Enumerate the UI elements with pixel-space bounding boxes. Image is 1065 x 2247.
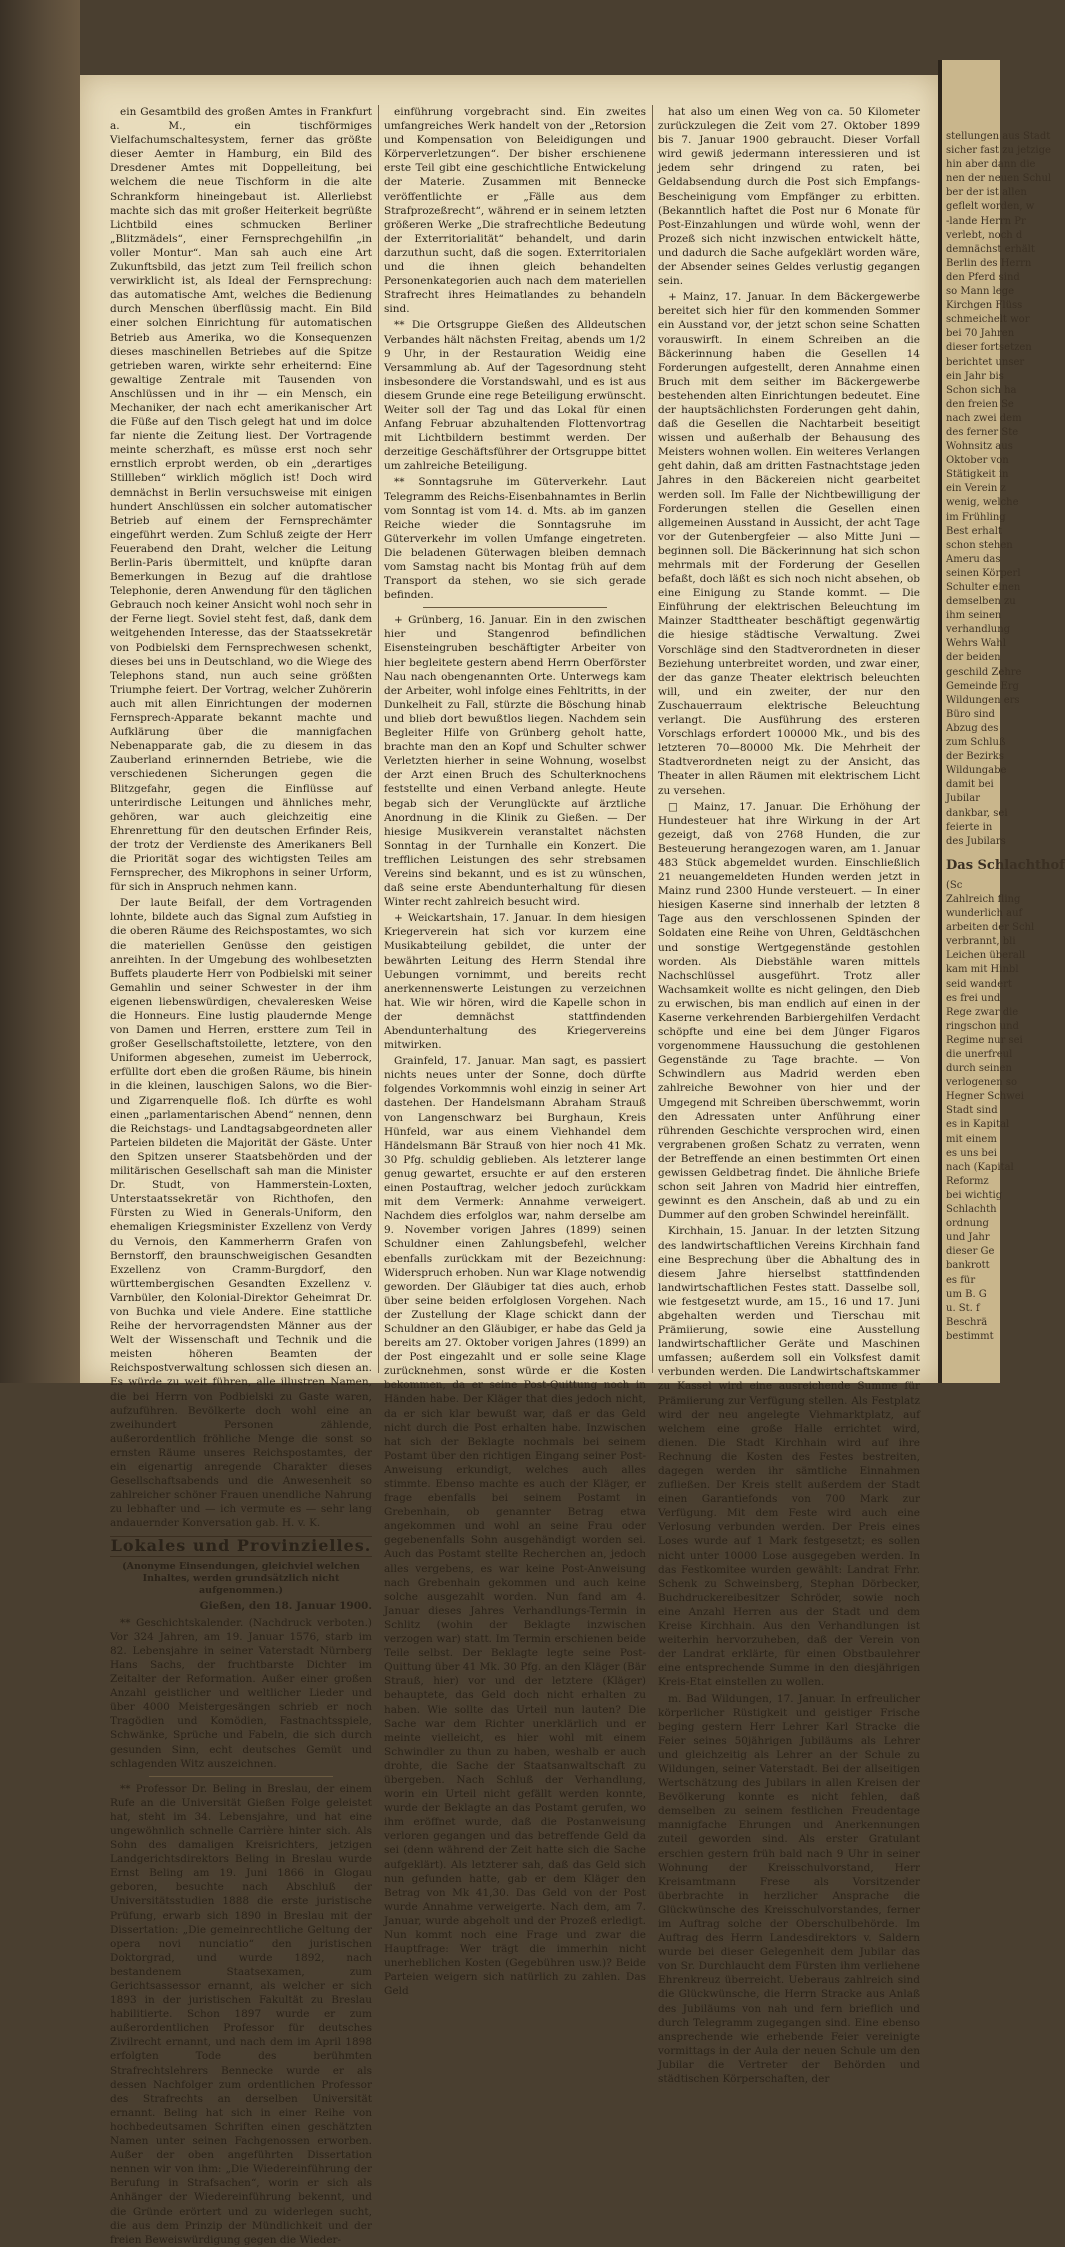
adjacent-line: seid wandert xyxy=(946,978,1012,990)
adjacent-line: Best erhalt xyxy=(946,525,1002,537)
adjacent-line: dieser Ge xyxy=(946,1246,995,1258)
adjacent-line: nen der neuen Schul xyxy=(946,173,1052,185)
adjacent-line: den Pferd sind xyxy=(946,271,1020,283)
adjacent-line: geschild Zehre xyxy=(946,666,1022,678)
adjacent-line: dieser fortsetzen xyxy=(946,342,1032,354)
adjacent-line: nach zwei dem xyxy=(946,412,1022,424)
adjacent-line: um B. G xyxy=(946,1288,987,1300)
adjacent-line: bei 70 Jahren xyxy=(946,328,1015,340)
article-grainfeld-continued: hat also um einen Weg von ca. 50 Kilometer zurückzulegen die Zeit vom 27. Oktober 1899 bis 7. Januar 1900 gebraucht. Dieser Vorfall wird gewiß jedermann interessieren und ist jedem sehr dringend zu raten, bei Geldabsendung durch die Post sich Empfangs-Bescheinigung vom Empfänger zu erbitten. (Bekanntlich haftet die Post nur 6 Monate für Post-Einzahlungen und würde wohl, wenn der Prozeß sich nicht inzwischen entwickelt hätte, und dadurch die Sache aufgeklärt worden wäre, der Absender seines Geldes verlustig gegangen sein. xyxy=(658,106,920,288)
adjacent-line: demnächst erhält xyxy=(946,243,1035,255)
section-note: (Anonyme Einsendungen, gleichviel welchen Inhaltes, werden grundsätzlich nicht aufgenommen.) xyxy=(122,1560,360,1596)
adjacent-line: des Jubilars xyxy=(946,835,1006,847)
adjacent-line: damit bei xyxy=(946,779,994,791)
adjacent-line: geflelt worden, w xyxy=(946,201,1035,213)
article-history-calendar: ** Geschichtskalender. (Nachdruck verboten.) Vor 324 Jahren, am 19. Januar 1576, starb im 82. Lebensjahre in seiner Vaterstadt Nürnberg Hans Sachs, der fruchtbarste Dichter im Zeitalter der Reformation. Außer einer großen Anzahl geistlicher und weltlicher Lieder und über 4000 Meistergesängen schrieb er noch Tragödien und Komödien, Fastnachtsspiele, Schwänke, Sprüche und Fabeln, die sich durch gesunden Sinn, echt deutsches Gemüt und schlagenden Witz auszeichnen. xyxy=(110,1616,372,1770)
adjacent-line: zum Schluß xyxy=(946,737,1006,749)
adjacent-line: ordnung xyxy=(946,1218,989,1230)
adjacent-page-fragment xyxy=(942,60,1065,1383)
adjacent-line: Jubilar xyxy=(946,793,980,805)
adjacent-line: Wildungen ers xyxy=(946,694,1020,706)
adjacent-line: Schlachth xyxy=(946,1204,997,1216)
adjacent-line: Regime nur sei xyxy=(946,1034,1023,1046)
adjacent-line: ihm seinen xyxy=(946,610,1002,622)
adjacent-page-text xyxy=(942,60,1065,1344)
adjacent-line: verlogenen so xyxy=(946,1077,1018,1089)
adjacent-line: demselben zu xyxy=(946,596,1016,608)
article-telephone-evening: Der laute Beifall, der dem Vortragenden lohnte, bildete auch das Signal zum Aufstieg in die oberen Räume des Reichspostamtes, wo sich die materiellen Genüsse den geistigen anreihten. In der Umgebung des wohlbesetzten Buffets plauderte Herr von Podbielski mit seiner Gemahlin und seiner Schwester in der ihm eigenen liebenswürdigen, chevaleresken Weise die Honneurs. Eine lustig plaudernde Menge von Damen und Herren, ersttere zum Teil in großer Gesellschaftstoilette, letztere, von den Uniformen abgesehen, zumeist im Ueberrock, erfüllte dort eben die großen Räume, bis hinein in die kleinen, lauschigen Salons, wo die Bier- und Zigarrenquelle floß. Ich dürfte es wohl einen „parlamentarischen Abend“ nennen, denn die Reichstags- und Landtagsabgeordneten aller Parteien bildeten die Majorität der Gäste. Unter den Spitzen unserer Staatsbehörden und der militärischen Gesellschaft sah man die Minister Dr. Studt, von Hammerstein-Loxten, Unterstaatssekretär von Richthofen, den Fürsten zu Wied in Generals-Uniform, den ehemaligen Kriegsminister Exzellenz von Verdy du Vernois, den Kammerherrn Grafen von Bernstorff, den braunschweigischen Gesandten Exzellenz von Cramm-Burgdorf, den württembergischen Gesandten Exzellenz v. Varnbüler, den Kolonial-Direktor Geheimrat Dr. von Buchka und viele Andere. Eine stattliche Reihe der hervorragendsten Männer aus der Welt der Wissenschaft und Technik und die meisten höheren Beamten der Reichspostverwaltung schlossen sich diesen an. Es würde zu weit führen, alle illustren Namen, die bei Herrn von Podbielski zu Gaste waren, aufzuführen. Bevölkerte doch wohl eine an zweihundert Personen zählende, außerordentlich fröhliche Menge die sonst so ernsten Räume unseres Reichspostamtes, der ein eigenartig anregende Charakter dieses Gesellschaftsabends und die Anwesenheit so zahlreicher schöner Frauen unendliche Nahrung zu lebhafter und — ich vermute es — sehr lang andauernder Konversation gab. H. v. K. xyxy=(110,897,372,1530)
adjacent-line: -lande Herrn Pr xyxy=(946,215,1026,227)
adjacent-line: bei wichtig xyxy=(946,1189,1003,1201)
adjacent-line: Schulter einen xyxy=(946,582,1021,593)
article-sonntagsruhe: ** Sonntagsruhe im Güterverkehr. Laut Telegramm des Reichs-Eisenbahnamtes in Berlin vom Sonntag ist vom 14. d. Mts. ab im ganzen Reiche wieder die Sonntagsruhe im Güterverkehr im vollen Umfange eingetreten. Die beladenen Güterwagen bleiben demnach vom Samstag nacht bis Montag früh auf dem Transport da stehen, wo sie sich gerade befinden. xyxy=(384,476,646,602)
adjacent-line: es uns bei xyxy=(946,1147,997,1159)
adjacent-line: bankrott xyxy=(946,1260,990,1272)
section-title: Lokales und Provinzielles. xyxy=(110,1536,372,1556)
adjacent-line: es in Kapital xyxy=(946,1119,1010,1131)
article-alldeutscher-verband: ** Die Ortsgruppe Gießen des Alldeutschen Verbandes hält nächsten Freitag, abends um 1/2 9 Uhr, in der Restauration Weidig eine Versammlung ab. Auf der Tagesordnung steht insbesondere die Vorstandswahl, und es ist aus diesem Grunde eine rege Beteiligung erwünscht. Weiter soll der Tag und das Lokal für einen Anfang Februar abzuhaltenden Flottenvortrag mit Lichtbildern bestimmt werden. Der derzeitige Geschäftsführer der Ortsgruppe bittet um zahlreiche Beteiligung. xyxy=(384,319,646,473)
adjacent-line: ein Jahr bis xyxy=(946,370,1004,382)
article-bad-wildungen: m. Bad Wildungen, 17. Januar. In erfreulicher körperlicher Rüstigkeit und geistiger Frische beging gestern Herr Lehrer Karl Stracke die Feier seines 50jährigen Jubiläums als Lehrer und gleichzeitig als Lehrer an der Schule zu Wildungen, seiner Vaterstadt. Bei der allseitigen Wertschätzung des Jubilars in allen Kreisen der Bevölkerung konnte es nicht fehlen, daß demselben zu seinem festlichen Freudentage mannigfache Ehrungen und Anerkennungen zuteil geworden sind. Als erster Gratulant erschien gestern früh bald nach 9 Uhr in seiner Wohnung der Kreisschulvorstand, Herr Kreisamtmann Frese als Vorsitzender überbrachte in herzlicher Ansprache die Glückwünsche des Kreisschulvorstandes, ferner im Auftrag solche der Oberschulbehörde. Im Auftrag des Herrn Landesdirektors v. Saldern wurde bei dieser Gelegenheit dem Jubilar das von Sr. Durchlaucht dem Fürsten ihm verliehene Ehrenkreuz überreicht. Ueberaus zahlreich sind die Glückwünsche, die Herrn Stracke aus Anlaß des Jubiläums von nah und fern brieflich und durch Telegramm zugegangen sind. Eine ebenso ansprechende wie erhebende Feier vereinigte vormittags in der Aula der neuen Schule um den Jubilar die Vertreter der Behörden und städtischen Körperschaften, der xyxy=(658,1692,920,2086)
adjacent-line: der beiden xyxy=(946,652,1001,664)
adjacent-line: ein Verein z xyxy=(946,483,1006,495)
adjacent-line: Ameru das xyxy=(946,553,1001,565)
article-mainz-baecker: + Mainz, 17. Januar. In dem Bäckergewerbe bereitet sich hier für den kommenden Sommer ein Ausstand vor, der jetzt schon seine Schatten vorauswirft. In einem Schreiben an die Bäckerinnung haben die Gesellen 14 Forderungen aufgestellt, deren Annahme einen Bruch mit dem seither im Bäckergewerbe bestehenden alten Einrichtungen bedeutet. Eine der hauptsächlichsten Forderungen geht dahin, daß die Gesellen die Nachtarbeit beseitigt wissen und außerhalb der Behausung des Meisters wohnen wollen. Ein weiteres Verlangen geht dahin, daß am dritten Fastnachtstage jeden Jahres in den Bäckereien nicht gearbeitet werden soll. Im Falle der Nichtbewilligung der Forderungen stellen die Gesellen einen allgemeinen Ausstand in Aussicht, der acht Tage vor der Gutenbergfeier — also Mitte Juni — beginnen soll. Die Bäckerinnung hat sich schon mehrmals mit der Forderung der Gesellen befaßt, doch läßt es sich noch nicht absehen, ob eine Einigung zu Stande kommt. — Die Einführung der elektrischen Beleuchtung im Mainzer Stadttheater beschäftigt gegenwärtig die hiesige städtische Verwaltung. Zwei Vorschläge sind den Stadtverordneten in dieser Beziehung unterbreitet worden, und zwar einer, der das ganze Theater elektrisch beleuchten will, und ein zweiter, der nur den Zuschauerraum elektrische Beleuchtung verlangt. Die Ausführung des ersteren Vorschlags erfordert 100000 Mk., und bis des letzteren 70—80000 Mk. Die Mehrheit der Stadtverordneten neigt zu der Ansicht, das Theater in allen Räumen mit elektrischem Licht zu versehen. xyxy=(658,291,920,797)
adjacent-line: Schon sich ha xyxy=(946,384,1017,396)
adjacent-line: Beschrä xyxy=(946,1316,988,1328)
adjacent-line: sicher fast zu jetzige xyxy=(946,145,1051,157)
adjacent-line: wunderlich auf xyxy=(946,908,1023,920)
adjacent-line: nach (Kapital xyxy=(946,1161,1014,1173)
scanner-edge-left xyxy=(0,0,80,1383)
article-telephone-part: ein Gesamtbild des großen Amtes in Frankfurt a. M., ein tischförmiges Vielfachumschaltesystem, ferner das größte dieser Aemter in Hamburg, ein Bild des Dresdener Amtes mit Doppelleitung, bei welchem die neue Tischform in die alte Schrankform hineingebaut ist. Allerliebst machte sich das mit großer Heiterkeit begrüßte Lichtbild eines schmucken Berliner „Blitzmädels“, einer Fernsprechgehilfin „in voller Montur“. Man sah auch eine Art Zukunftsbild, das jetzt zum Teil freilich schon verwirklicht ist, als Ideal der Fernsprechung: das automatische Amt, welches die Bedienung durch Menschen überflüssig macht. Ein Bild einer solchen Einrichtung für automatischen Betrieb aus Amerika, wo die Konsequenzen dieses maschinellen Betriebes auf die Spitze getrieben waren, wirkte sehr erheiternd: Eine gewaltige Zentrale mit Tausenden von Anschlüssen und in ihr — ein Mensch, ein Mechaniker, der nach echt amerikanischer Art die Füße auf den Tisch gelegt hat und im dolce far niente die Zeitung liest. Der Vortragende meinte scherzhaft, es müsse erst noch sehr ernstlich erprobt werden, ob ein „derartiges Stillleben“ wirklich möglich ist! Doch wird demnächst in Berlin versuchsweise mit einigen hundert Anschlüssen ein solcher automatischer Betrieb auf einem der Fernsprechämter eingeführt werden. Zum Schluß zeigte der Herr Feuerabend den Draht, welcher die Leitung Berlin-Paris übermittelt, und knüpfte daran Bemerkungen in Bezug auf die drahtlose Telephonie, deren Anwendung für den täglichen Gebrauch noch keiner Ansicht wohl noch sehr in der Ferne liegt. Soviel steht fest, daß, dank dem weitgehenden Interesse, das der Staatssekretär von Podbielski dem Fernsprechwesen schenkt, dieses bei uns in Deutschland, wo die Wiege des Telephons stand, nun auch seine größten Triumphe feiert. Der Vortrag, welcher Zuhörerin auch mit allen Einrichtungen der modernen Fernsprech-Apparate bekannt machte und Aufklärung über die mannigfachen Nebenapparate gab, die zu diesem in das Zauberland erinnernden Betriebe, wie die verschiedenen Sicherungen gegen die Blitzgefahr, gegen die Einflüsse auf unterirdische Leitungen und ähnliches mehr, gehören, war auch gleichzeitig eine Ehrenrettung für den deutschen Erfinder Reis, der trotz der Verdienste des Amerikaners Bell die Priorität sogar des wichtigsten Teiles am Fernsprecher, des Mikrophons in seiner Urform, für sich in Anspruch nehmen kann. xyxy=(110,106,372,894)
newspaper-page xyxy=(80,75,938,2246)
column-3 xyxy=(658,105,920,2086)
adjacent-line: es für xyxy=(946,1274,976,1286)
adjacent-line: Stadt sind xyxy=(946,1105,998,1117)
adjacent-line: Reformz xyxy=(946,1175,989,1187)
adjacent-line: arbeiten der Schl xyxy=(946,922,1035,934)
article-weickartshain: + Weickartshain, 17. Januar. In dem hiesigen Kriegerverein hat sich vor kurzem eine Musikabteilung gebildet, die unter der bewährten Leitung des Herrn Stendal ihre Uebungen vornimmt, und bereits recht anerkennenswerte Leistungen zu verzeichnen hat. Wie wir hören, wird die Kapelle schon in der demnächst stattfindenden Abendunterhaltung des Kriegervereins mitwirken. xyxy=(384,912,646,1052)
column-rule xyxy=(652,105,653,1373)
adjacent-line: Rege zwar die xyxy=(946,1006,1019,1018)
divider xyxy=(423,607,606,608)
adjacent-line: des ferner Ste xyxy=(946,426,1019,438)
adjacent-line: der Bezirks xyxy=(946,751,1004,763)
adjacent-line: ber der ist allen xyxy=(946,187,1027,199)
adjacent-line: verhandlung xyxy=(946,624,1011,636)
adjacent-line: den freien Se xyxy=(946,398,1014,410)
adjacent-line: (Sc xyxy=(946,879,963,891)
adjacent-line: Kirchgen Flüss xyxy=(946,300,1023,312)
adjacent-line: Hegner Schwei xyxy=(946,1091,1024,1103)
adjacent-line: bestimmt xyxy=(946,1330,994,1342)
dateline: Gießen, den 18. Januar 1900. xyxy=(199,1599,372,1612)
adjacent-line: durch seinen xyxy=(946,1063,1012,1075)
adjacent-line: die unerfreul xyxy=(946,1049,1013,1060)
adjacent-line: feierte in xyxy=(946,821,993,833)
adjacent-line: Abzug des xyxy=(946,722,999,734)
adjacent-line: verbrannt, bli xyxy=(946,936,1016,948)
adjacent-line: Zahlreich fling xyxy=(946,893,1021,905)
adjacent-line: schmeichelt wor xyxy=(946,314,1030,326)
divider xyxy=(149,1776,332,1777)
adjacent-line: Leichen überall xyxy=(946,950,1026,962)
adjacent-line: Wehrs Wahl xyxy=(946,638,1006,650)
article-kirchhain: Kirchhain, 15. Januar. In der letzten Sitzung des landwirtschaftlichen Vereins Kirchhain fand eine Besprechung über die Abhaltung des in diesem Jahre hierselbst stattfindenden landwirtschaftlichen Festes statt. Dasselbe soll, wie festgesetzt wurde, am 15., 16 und 17. Juni abgehalten werden und Tierschau mit Prämiierung, sowie eine Ausstellung landwirtschaftlicher Geräte und Maschinen umfassen; außerdem soll ein Volksfest damit verbunden werden. Die Landwirtschaftskammer zu Kassel wird eine ausreichende Summe für Prämiierung zur Verfügung stellen. Als Festplatz wird der neu angelegte Viehmarktplatz, auf welchem eine große Halle errichtet wird, dienen. Die Stadt Kirchhain wird auf ihre Rechnung die Kosten des Festes bestreiten, dagegen werden ihr sämtliche Einnahmen zufließen. Der Kreis stellt außerdem der Stadt einen Garantiefonds von 700 Mark zur Verfügung. Mit dem Feste wird auch eine Verlosung verbunden werden. Der Preis eines Loses wurde auf 1 Mark festgesetzt; es sollen nicht unter 10000 Lose ausgegeben werden. In das Festkomitee wurden gewählt: Landrat Frhr. Schenk zu Schweinsberg, Stephan Dörbecker, Buchdruckereibesitzer Schröder, sowie noch eine Anzahl Herren aus der Stadt und dem Kreise Kirchhain. Aus den Verhandlungen ist weiterhin hervorzuheben, daß der Verein von der Landrat erklärte, für einen Obstbaulehrer eine entsprechende Summe in den diesjährigen Kreis-Etat einstellen zu wollen. xyxy=(658,1225,920,1689)
adjacent-line: berichtet unser xyxy=(946,356,1025,368)
adjacent-line: Wildungabe xyxy=(946,765,1007,777)
article-beling-continued: einführung vorgebracht sind. Ein zweites umfangreiches Werk handelt von der „Retorsion und Kompensation von Beleidigungen und Körperverletzungen“. Der bisher erschienene erste Teil gibt eine geschichtliche Entwickelung der Materie. Zusammen mit Bennecke veröffentlichte er „Fälle aus dem Strafprozeßrecht“, während er in seinem letzten größeren Werke „Die strafrechtliche Bedeutung der Exterritorialität“ behandelt, und darin darzuthun sucht, daß die sogen. Exterritorialen und die ihnen gleich behandelten Personenkategorien auch nach dem materiellen Strafrecht ihres Heimatlandes zu behandeln sind. xyxy=(384,106,646,316)
column-1 xyxy=(110,105,372,2246)
adjacent-line: seinen Körperl xyxy=(946,567,1021,579)
column-rule xyxy=(378,105,379,1373)
article-grainfeld: Grainfeld, 17. Januar. Man sagt, es passiert nichts neues unter der Sonne, doch dürfte folgendes Vorkommnis wohl einzig in seiner Art dastehen. Der Handelsmann Abraham Strauß von Langenschwarz bei Burghaun, Kreis Hünfeld, war aus einem Viehhandel dem Händelsmann Bär Strauß von hier noch 41 Mk. 30 Pfg. schuldig geblieben. Als letzterer lange genug gewartet, ersuchte er auf den ersteren einen Postauftrag, welcher jedoch zurückkam mit dem Vermerk: Annahme verweigert. Nachdem dies erfolglos war, nahm derselbe am 9. November vorigen Jahres (1899) seinen Schuldner einen Zahlungsbefehl, welcher ebenfalls zurückkam mit der Bezeichnung: Widerspruch erhoben. Nun war Klage notwendig geworden. Der Gläubiger tat dies auch, erhob über seine beiden erfolglosen Vorgehen. Nach der Zustellung der Klage schickt dann der Schuldner an den Gläubiger, er habe das Geld ja bereits am 27. Oktober vorigen Jahres (1899) an der Post eingezahlt und er solle seine Klage zurücknehmen, sonst würde er die Kosten bekommen, da er seine Post-Quittung noch in Händen habe. Der Kläger that dies jedoch nicht, da er sich klar bewußt war, daß er das Geld nicht durch die Post erhalten habe. Inzwischen hat sich der Beklagte nochmals bei seinem Postamt über den richtigen Eingang seiner Post-Anweisung erkundigt, welches auch alles stimmte. Ebenso machte es auch der Kläger, er frage ebenfalls bei seinem Postamt in Grebenhain, ob genannter Betrag etwa angekommen und wohl an seine Frau oder gegebenenfalls Sohn ausgehändigt worden sei. Auch das Postamt stellte Recherchen an, jedoch alles vergebens, es war keine Post-Anweisung nach Grebenhain gekommen und auch keine solche ausgezahlt worden. Nun fand am 4. Januar dieses Jahres Verhandlungs-Termin in Schlitz (wohin der Beklagte inzwischen verzogen war) statt. Im Termin erschienen beide Teile selbst. Der Beklagte legte seine Post-Quittung über 41 Mk. 30 Pfg. an den Kläger (Bär Strauß, hier) vor und der letztere (Kläger) behauptete, das Geld doch nicht erhalten zu haben. Wie sollte das Urteil nun lauten? Die Sache war dem Richter unerklärlich und er meinte vielleicht, es hier wohl mit einem Schwindler zu thun zu haben, weshalb er auch drohte, die Sache der Staatsanwaltschaft zu übergeben. Nach Schluß der Verhandlung, worin ein Urteil nicht gefällt werden konnte, wurde der Beklagte an das Postamt gerufen, wo ihm eröffnet wurde, daß die Postanweisung verloren gegangen und das betreffende Geld da sei (denn während der Zeit hatte sich die Sache aufgeklärt). Als letzterer sah, daß das Geld sich nun gefunden hatte, gab er dem Kläger den Betrag von Mk 41,30. Das Geld von der Post wurde Annahme verweigerte. Nach dem, am 7. Januar, wurde abgeholt und der Prozeß erledigt. Nun kommt noch eine Frage und zwar die Hauptfrage: Wer trägt die immerhin nicht unerheblichen Kosten (Gegebühren usw.)? Beide Parteien weigern sich natürlich zu zahlen. Das Geld xyxy=(384,1055,646,1998)
article-mainz-hundesteuer: □ Mainz, 17. Januar. Die Erhöhung der Hundesteuer hat ihre Wirkung in der Art gezeigt, daß von 2768 Hunden, die zur Besteuerung herangezogen waren, am 1. Januar 483 Stück abgemeldet wurden. Einschließlich 21 neuangemeldeten Hunden werden jetzt in Mainz rund 2300 Hunde versteuert. — In einer hiesigen Kaserne sind innerhalb der letzten 8 Tage aus den verschlossenen Spinden der Soldaten eine Reihe von Uhren, Geldtäschchen und sonstige Wertgegenstände gestohlen worden. Als Diebstähle waren mittels Nachschlüssel ausgeführt. Trotz aller Wachsamkeit wollte es nicht gelingen, den Dieb zu erwischen, bis man endlich auf einen in der Kaserne verkehrenden Barbiergehilfen Verdacht schöpfte und eine bei dem Jünger Figaros vorgenommene Haussuchung die gestohlenen Gegenstände zu Tage brachte. — Von Schwindlern aus Madrid werden eben zahlreiche Bewohner von hier und der Umgegend mit Schreiben überschwemmt, worin den Adressaten unter Anführung einer rührenden Geschichte versprochen wird, einen vergrabenen großen Schatz zu verraten, wenn der Betreffende an einen bestimmten Ort einen gewissen Geldbetrag findet. Die ähnliche Briefe schon seit Jahren von Madrid hier eintreffen, gewinnt es den Anschein, daß ab und zu ein Dummer auf den groben Schwindel hereinfällt. xyxy=(658,800,920,1222)
adjacent-line: Oktober von xyxy=(946,455,1009,467)
adjacent-line: hin aber dann die xyxy=(946,159,1036,171)
adjacent-line: stellungen aus Stadt xyxy=(946,131,1051,142)
adjacent-line: wenig, welche xyxy=(946,497,1019,509)
column-2 xyxy=(384,105,646,1998)
adjacent-line: verlebt, noch d xyxy=(946,229,1023,241)
adjacent-line: Stätigkeit in xyxy=(946,469,1009,481)
article-professor-beling: ** Professor Dr. Beling in Breslau, der einem Rufe an die Universität Gießen Folge geleistet hat, steht im 34. Lebensjahre, und hat eine ungewöhnlich schnelle Carrière hinter sich. Als Sohn des damaligen Kreisrichters, jetzigen Landgerichtsdirektors Beling in Breslau wurde Ernst Beling am 19. Juni 1866 in Glogau geboren, besuchte nach Abschluß der Universitätsstudien 1888 die erste juristische Prüfung, erwarb sich 1890 in Breslau mit der Dissertation: „Die gemeinrechtliche Geltung der opera novi nunciatio“ den juristischen Doktorgrad, und wurde 1892, nach bestandenem Staatsexamen, zum Gerichtsassessor ernannt, als welcher er sich 1893 in der juristischen Fakultät zu Breslau habilitierte. Schon 1897 wurde er zum außerordentlichen Professor für deutsches Zivilrecht ernannt, und nach dem im April 1898 erfolgten Tode des berühmten Strafrechtslehrers Bennecke wurde er als dessen Nachfolger zum ordentlichen Professor des Strafrechts an derselben Universität ernannt. Beling hat sich in einer Reihe von hochbedeutsamen Schriften einen geschätzten Namen unter seinen Fachgenossen erworben. Außer der oben angeführten Dissertation nennen wir von ihm: „Die Wiedereinführung der Berufung in Strafsachen“, worin er sich als Anhänger der Wiedereinführung bekennt, und die Gründe erörtert und zu widerlegen sucht, die aus dem Prinzip der Mündlichkeit und der freien Beweiswürdigung gegen die Wieder- xyxy=(110,1782,372,2246)
adjacent-line: und Jahr xyxy=(946,1232,990,1244)
adjacent-line: Gemeinde Erg xyxy=(946,680,1019,692)
adjacent-line: es frei und xyxy=(946,992,1001,1004)
adjacent-line: ringschon und xyxy=(946,1020,1019,1032)
adjacent-line: Wohnsitz aus xyxy=(946,441,1013,453)
adjacent-line: kam mit Hinbl xyxy=(946,964,1019,976)
adjacent-line: mit einem xyxy=(946,1133,997,1145)
adjacent-line: schon stehen xyxy=(946,539,1013,551)
adjacent-line: u. St. f xyxy=(946,1302,980,1314)
adjacent-line: im Frühling xyxy=(946,511,1006,523)
article-gruenberg: + Grünberg, 16. Januar. Ein in den zwischen hier und Stangenrod befindlichen Eisensteingruben beschäftigter Arbeiter von hier begleitete gestern abend Herrn Oberförster Nau nach obengenannten Orte. Unterwegs kam der Arbeiter, wohl infolge eines Fehltritts, in der Dunkelheit zu Fall, stürzte die Böschung hinab und blieb dort bewußtlos liegen. Nachdem sein Begleiter Hilfe von Grünberg geholt hatte, brachte man den an Kopf und Schulter schwer Verletzten hierher in seine Wohnung, woselbst der Arzt einen Bruch des Schulterknochens feststellte und einen Verband anlegte. Heute begab sich der Verunglückte auf ärztliche Anordnung in die Klinik zu Gießen. — Der hiesige Musikverein veranstaltet nächsten Sonntag in der Turnhalle ein Konzert. Die trefflichen Leistungen des sehr strebsamen Vereins sind bekannt, und es ist zu wünschen, daß seine erste Abendunterhaltung für diesen Winter recht zahlreich besucht wird. xyxy=(384,614,646,909)
adjacent-heading: Das Schlachthof xyxy=(946,857,1065,873)
adjacent-line: dankbar, sei xyxy=(946,807,1008,819)
adjacent-line: Büro sind xyxy=(946,708,995,720)
adjacent-line: so Mann lege xyxy=(946,286,1015,298)
adjacent-line: Berlin des Herrn xyxy=(946,257,1032,269)
